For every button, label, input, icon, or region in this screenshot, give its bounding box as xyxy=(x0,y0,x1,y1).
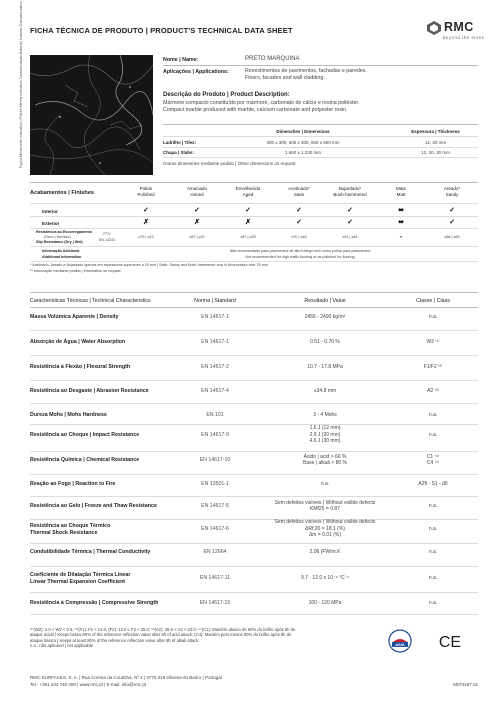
characteristic-value: 2.06 (FW/m.K xyxy=(309,549,341,555)
finish-column-label-pt: Mate xyxy=(395,186,406,191)
interior-mark: ✓ xyxy=(296,207,302,214)
svg-text:CE: CE xyxy=(438,634,462,651)
company-contacts: Tel.: +351 234 740 400 | www.rmc.pt | E-mail: info@rmc.pt xyxy=(30,682,147,687)
finish-column-label-pt: Bujardado* xyxy=(338,186,362,191)
finish-column-label-en: Honed xyxy=(190,192,204,197)
characteristic-name: Resistência ao Choque Térmico xyxy=(30,523,111,529)
slip-value: ≤75 | ≤10 xyxy=(138,235,154,239)
characteristic-standard: EN 14617-1 xyxy=(201,314,229,320)
characteristic-value: KMf25 = 0.87 xyxy=(310,506,340,513)
product-name: PRETO MARQUINA xyxy=(245,56,300,62)
characteristic-value: ΔRf,20 = 18.1 (%) xyxy=(305,525,345,532)
characteristic-class: n.a. xyxy=(428,526,438,532)
slip-label-pt: Resistência ao Escorregamento xyxy=(36,230,92,234)
exterior-mark: ✗ xyxy=(245,219,251,226)
interior-label: Interior xyxy=(42,209,58,214)
exterior-mark: ✓ xyxy=(347,219,353,226)
slip-value: ≥67 | ≥20 xyxy=(189,235,205,239)
characteristic-name: Resistência ao Gelo | Freeze and Thaw Resistance xyxy=(30,503,157,509)
characteristic-value: 2.9 J (20 mm) xyxy=(309,431,341,438)
exterior-mark: ✓ xyxy=(296,219,302,226)
interior-mark: ⬌ xyxy=(398,207,404,214)
exterior-mark: ✗ xyxy=(143,219,149,226)
page-title: FICHA TÉCNICA DE PRODUTO | PRODUCT'S TECHNICAL DATA SHEET xyxy=(30,26,293,35)
tiles-label: Ladrilho | Tiles: xyxy=(163,140,197,145)
description-value-en: Compact marble produced with marble, calcium carbonate and polyester resin. xyxy=(163,107,348,113)
characteristic-name-en: Linear Thermal Expansion Coefficient xyxy=(30,579,126,585)
class-notes: ⁽¹⁾(W2): 2.0 < W2 < 0.5; ⁽²⁾(F1): F1 < 12.0, (F2): 12.0 ≤ F2 < 25.0; ⁽³⁾(A2): 36.5 < A2 < 33.0; ⁽⁴⁾(C1): Mantém abaixo de 60% do brilho após 8h de ataque ácido | Keeps below 60% of the reference reflection value after 8h of acid attack; (C4): Mantém pelo menos 80% do brilho após 8h de ataque básico | Keeps at least 80% of the reference reflection value after 8h of alkali attack. n.a.: não aplicável | not applicable xyxy=(30,627,296,648)
characteristic-name: Massa Volúmica Aparente | Density xyxy=(30,314,119,320)
brand-name: RMC xyxy=(444,20,474,34)
dimensions-header: Dimensões | Dimensions xyxy=(276,129,330,134)
characteristic-value: 10.7 - 17.8 MPa xyxy=(307,364,343,370)
document-code: M073v07.01 xyxy=(453,682,478,687)
description-value-pt: Mármore compacto constituído por mármore, carbonato de cálcio e resina poliéster. xyxy=(163,100,360,106)
characteristic-standard: EN 14617-4 xyxy=(201,388,229,394)
slip-value: ≥68 | ≥60 xyxy=(444,235,460,239)
characteristic-value: 0.51 - 0.70 % xyxy=(310,339,340,345)
slip-value: ≥91 | ≥81 xyxy=(342,235,358,239)
additional-info-label-en: Additional Information xyxy=(42,255,82,259)
thickness-header: Espessura | Thickness xyxy=(411,129,460,134)
characteristic-value: Sem defeitos visíveis | Without visible defects xyxy=(274,519,376,526)
characteristic-standard: EN 14617-9 xyxy=(201,432,229,438)
characteristic-standard: EN 13501-1 xyxy=(201,481,229,487)
value-header: Resultado | Value xyxy=(304,298,346,304)
tiles-thickness: 12, 20 mm xyxy=(424,140,447,145)
characteristic-name-en: Thermal Shock Resistance xyxy=(30,530,98,536)
characteristic-class: A2 ⁽³⁾ xyxy=(427,388,439,394)
interior-mark: ✓ xyxy=(347,207,353,214)
class-header: Classe | Class xyxy=(416,298,450,304)
slip-standard-2: EN 14231 xyxy=(98,238,116,242)
characteristic-name: Resistência ao Desgaste | Abrasion Resistance xyxy=(30,388,149,394)
characteristic-standard: EN 14617-2 xyxy=(201,364,229,370)
tiles-dimensions: 300 x 300, 600 x 300, 600 x 600 mm xyxy=(266,140,340,145)
name-label: Nome | Name: xyxy=(163,57,199,63)
applications-value-en: Floors, facades and wall cladding. xyxy=(245,75,325,81)
characteristic-class: n.a. xyxy=(428,503,438,509)
characteristic-name: Coeficiente de Dilatação Térmica Linear xyxy=(30,572,131,578)
interior-mark: ✓ xyxy=(194,207,200,214)
characteristic-class: F1/F2 ⁽²⁾ xyxy=(423,364,443,370)
finish-column-label-pt: Areado* xyxy=(443,186,461,191)
characteristic-value: 100 - 120 MPa xyxy=(308,600,342,606)
finishes-header: Acabamentos | Finishes xyxy=(30,190,95,196)
characteristic-name: Resistência à Flexão | Flexural Strength xyxy=(30,364,131,370)
characteristic-name: Dureza Mohs | Mohs Hardness xyxy=(30,412,107,418)
characteristic-value: Base | alkali > 80 % xyxy=(303,460,347,467)
characteristic-standard: EN 14617-6 xyxy=(201,526,229,532)
characteristic-standard: EN 14617-11 xyxy=(199,575,231,581)
additional-info-pt: Não recomendado para pavimentos de alto tráfego nem como polido para pavimentos xyxy=(229,249,371,253)
divider xyxy=(163,124,478,125)
finish-column-label-pt: Polido xyxy=(139,186,153,191)
finish-column-label-en: Satin xyxy=(293,192,305,197)
slip-standard-1: PTV xyxy=(103,232,111,236)
slip-value: ⬌ xyxy=(399,235,403,239)
characteristic-value: ≤34.8 mm xyxy=(313,388,337,394)
characteristics-header: Características Técnicas | Technical Characteristics xyxy=(30,298,151,304)
slip-label-sub: (Seco | Húmido) xyxy=(44,235,71,239)
characteristic-class: C1 ⁽⁴⁾ xyxy=(426,453,440,460)
dimensions-note: Outras dimensões mediante pedido | Other dimensions on request xyxy=(163,161,296,166)
characteristic-class: n.a. xyxy=(428,575,438,581)
characteristic-name: Condutibilidade Térmica | Thermal Conductivity xyxy=(30,549,151,555)
exterior-mark: ⬌ xyxy=(398,219,404,226)
characteristic-value: 9.7 · 12.0 x 10⁻⁶ °C⁻¹ xyxy=(301,575,349,581)
standard-header: Norma | Standard xyxy=(194,298,236,304)
characteristic-standard: EN 14617-15 xyxy=(199,600,231,606)
interior-mark: ✓ xyxy=(245,207,251,214)
characteristic-value: Sem defeitos visíveis | Without visible defects xyxy=(274,499,376,506)
characteristic-standard: EN 14617-1 xyxy=(201,339,229,345)
description-label: Descrição do Produto | Product Description: xyxy=(163,92,290,98)
characteristic-name: Resistência Química | Chemical Resistance xyxy=(30,457,140,463)
slabs-label: Chapa | Slabs: xyxy=(163,150,195,155)
characteristic-class: n.a. xyxy=(428,412,438,418)
characteristic-standard: EN 14617-10 xyxy=(199,457,231,463)
characteristic-value: 4.6 J (30 mm) xyxy=(309,438,341,445)
company-address: RMC-SURFACES, S. A. | Rua Correia da Coutinha, Nº 1 | 3770-218 Oliveira do Bairro | Portugal xyxy=(30,675,222,680)
characteristic-value: n.a. xyxy=(320,481,330,487)
applications-value-pt: Revestimentos de pavimentos, fachadas e paredes. xyxy=(245,68,367,74)
characteristic-class: W2 ⁽¹⁾ xyxy=(426,339,440,345)
applications-label: Aplicações | Applications: xyxy=(163,69,229,75)
characteristic-class: C4 ⁽⁴⁾ xyxy=(426,460,440,467)
divider xyxy=(30,307,478,308)
characteristic-class: A2fl - S1 - d0 xyxy=(418,481,448,487)
characteristic-value: 2455 - 2490 kg/m³ xyxy=(304,314,346,320)
finish-column-label-pt: Envelhecido xyxy=(235,186,261,191)
additional-info-en: Not recommended for high traffic flooring or as polished for flooring xyxy=(245,255,355,259)
characteristic-standard: EN 12664 xyxy=(203,549,227,555)
finishes-footnote-1: * Acetinado, Areado e Bujardado apenas em espessuras superiores a 20 mm | Satin, Sandy and Bush-hammered only in thicknesses over 20 mm xyxy=(30,263,268,267)
characteristic-class: n.a. xyxy=(428,600,438,606)
characteristic-class: n.a. xyxy=(428,314,438,320)
brand-logo xyxy=(427,19,485,45)
divider xyxy=(163,65,478,66)
slip-label-en: Slip Resistance (Dry | Wet) xyxy=(36,240,83,244)
ce-mark-icon xyxy=(438,629,462,653)
slabs-dimensions: 1.650 x 1.230 mm xyxy=(284,150,322,155)
divider xyxy=(30,292,478,293)
characteristic-name: Absorção de Água | Water Absorption xyxy=(30,339,126,345)
characteristic-standard: EN 14617-5 xyxy=(201,503,229,509)
swatch-caption: Figura Meramente Indicativa | Picture Merely Indicative Caracterização Natural | Natural Characterization xyxy=(19,0,23,168)
characteristic-value: Δm = 0.01 (%) xyxy=(308,532,342,539)
interior-mark: ✓ xyxy=(143,207,149,214)
exterior-label: Exterior xyxy=(42,221,60,226)
characteristic-value: 3 - 4 Mohs xyxy=(313,412,337,418)
additional-info-label-pt: Informação Adicional xyxy=(42,249,80,253)
finish-column-label-pt: Acetinado* xyxy=(288,186,310,191)
exterior-mark: ✗ xyxy=(194,219,200,226)
finish-column-label-en: Bush-hammered xyxy=(333,192,367,197)
finish-column-label-pt: Amaciado xyxy=(186,186,207,191)
exterior-mark: ✓ xyxy=(449,219,455,226)
finish-column-label-en: Sandy xyxy=(445,192,459,197)
characteristic-standard: EN 101 xyxy=(206,412,224,418)
slabs-thickness: 12, 20, 30 mm xyxy=(421,150,450,155)
characteristic-class: n.a. xyxy=(428,549,438,555)
divider xyxy=(30,182,478,183)
finish-column-label-en: Matt xyxy=(396,192,406,197)
asia-certification-badge-icon xyxy=(388,629,412,653)
slip-value: ≥67 | ≥35 xyxy=(240,235,256,239)
brand-tagline: beyond the stone xyxy=(443,35,485,40)
slip-value: ≥70 | ≥40 xyxy=(291,235,307,239)
characteristic-name: Reação ao Fogo | Reaction to Fire xyxy=(30,481,116,487)
characteristic-name: Resistência ao Choque | Impact Resistance xyxy=(30,432,140,438)
finishes-footnote-2: ** Informação mediante pedido | Information on request xyxy=(30,269,121,273)
finish-column-label-en: Polished xyxy=(137,192,155,197)
finish-column-label-en: Aged xyxy=(242,192,254,197)
interior-mark: ✓ xyxy=(449,207,455,214)
characteristic-value: 1.6 J (12 mm) xyxy=(309,425,341,432)
rmc-logo-icon xyxy=(427,21,441,35)
stone-swatch-image xyxy=(30,55,153,175)
characteristic-name: Resistência à Compressão | Compressive Strength xyxy=(30,600,159,606)
svg-text:ASIA: ASIA xyxy=(395,642,405,647)
characteristic-class: n.a. xyxy=(428,432,438,438)
characteristic-value: Ácido | acid > 60 % xyxy=(303,453,347,460)
